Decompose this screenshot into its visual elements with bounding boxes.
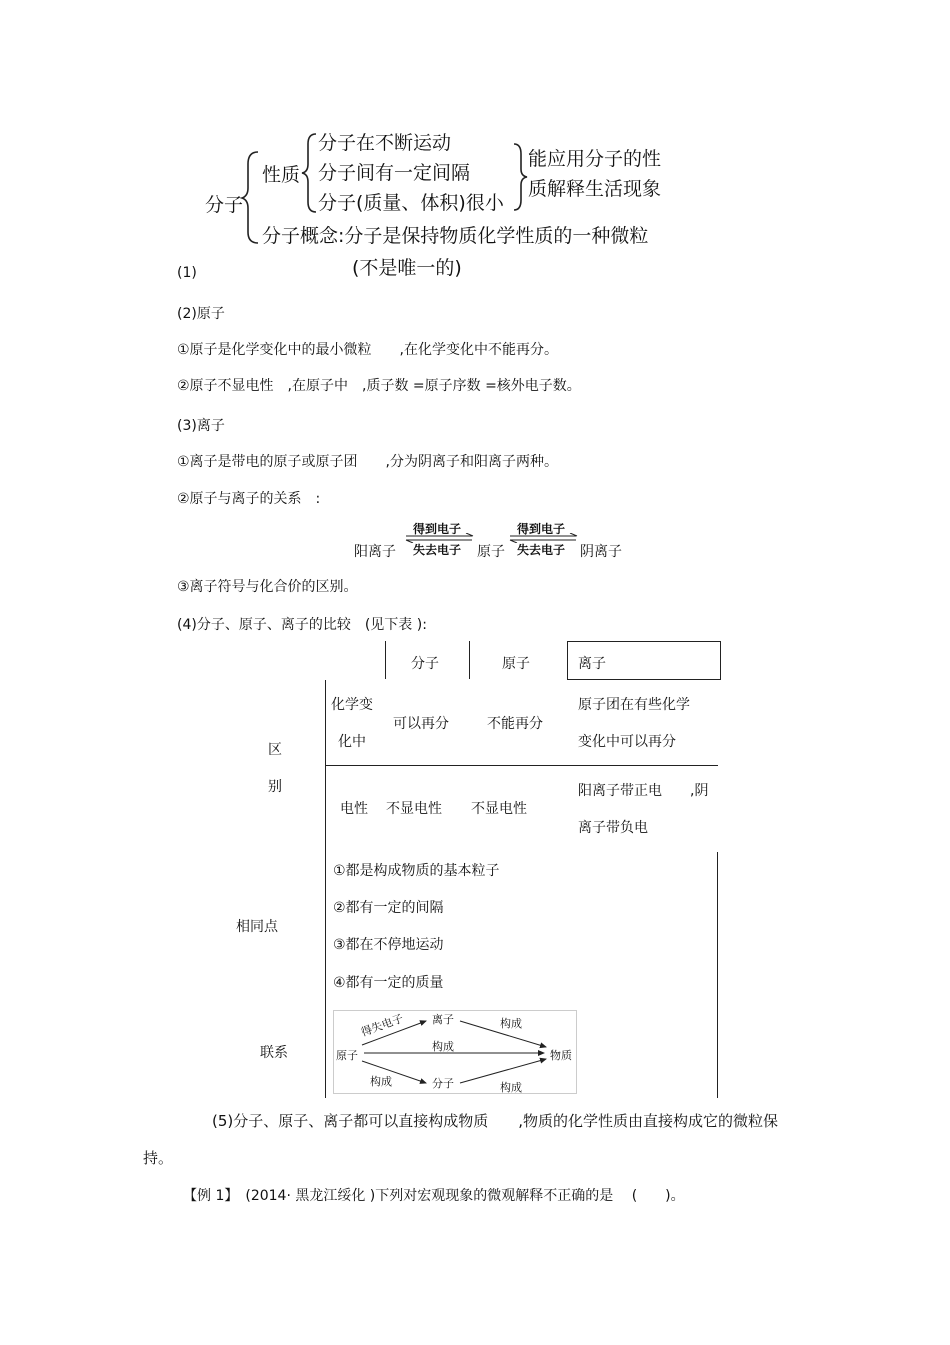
atom-point-1: ①原子是化学变化中的最小微粒 ,在化学变化中不能再分。: [177, 342, 558, 358]
relation-atom: 原子: [477, 544, 505, 560]
header-ion: 离子: [578, 656, 606, 672]
example-1: 【例 1】 (2014· 黑龙江绥化 )下列对宏观现象的微观解释不正确的是 ( )。: [183, 1188, 685, 1204]
link-substance: 物质: [550, 1049, 572, 1062]
tree-concept: 分子概念:分子是保持物质化学性质的一种微粒: [262, 225, 649, 247]
tree-apply-1: 能应用分子的性: [528, 148, 662, 170]
link-diagram: [333, 1010, 577, 1094]
link-molecule: 分子: [432, 1077, 454, 1090]
tree-prop-2: 分子间有一定间隔: [318, 162, 471, 184]
row2-ion-1: 阳离子带正电 ,阴: [578, 783, 709, 799]
same-point-1: ①都是构成物质的基本粒子: [333, 863, 500, 879]
tree-root: 分子: [205, 194, 244, 216]
tree-prop-label: 性质: [262, 164, 301, 186]
row1-label-2: 化中: [338, 734, 366, 750]
same-point-2: ②都有一定的间隔: [333, 900, 444, 916]
relation-lose-2: 失去电子: [517, 543, 566, 557]
header-atom: 原子: [502, 656, 530, 672]
link-atom: 原子: [336, 1049, 358, 1062]
prop-brace-icon: [300, 132, 320, 214]
row2-atom: 不显电性: [471, 801, 527, 817]
relation-arrows-2-icon: [508, 533, 580, 543]
diff-label-1: 区: [268, 742, 282, 758]
relation-anion: 阴离子: [580, 544, 622, 560]
table-left-border: [325, 680, 326, 1098]
link-compose-4: 构成: [500, 1081, 522, 1094]
relation-gain-2: 得到电子: [517, 522, 566, 536]
row2-ion-2: 离子带负电: [578, 820, 648, 836]
tree-apply-2: 质解释生活现象: [528, 178, 662, 200]
row1-label-1: 化学变: [331, 697, 373, 713]
tree-prop-3: 分子(质量、体积)很小: [318, 192, 504, 214]
header-molecule: 分子: [411, 656, 439, 672]
section-2-heading: (2)原子: [177, 306, 225, 322]
link-compose-3: 构成: [370, 1075, 392, 1088]
ion-point-3: ③离子符号与化合价的区别。: [177, 579, 358, 595]
same-point-4: ④都有一定的质量: [333, 975, 444, 991]
ion-point-1: ①离子是带电的原子或原子团 ,分为阴离子和阳离子两种。: [177, 454, 558, 470]
link-ion: 离子: [432, 1013, 454, 1026]
same-label: 相同点: [236, 919, 278, 935]
same-point-3: ③都在不停地运动: [333, 937, 444, 953]
section-3-heading: (3)离子: [177, 418, 225, 434]
link-compose-1: 构成: [500, 1017, 522, 1030]
link-compose-2: 构成: [432, 1040, 454, 1053]
ion-point-2: ②原子与离子的关系 :: [177, 491, 321, 507]
header-divider-left: [385, 641, 386, 679]
row1-molecule: 可以再分: [393, 716, 449, 732]
header-divider-mid: [469, 641, 470, 679]
row2-label: 电性: [340, 801, 368, 817]
row1-ion-1: 原子团在有些化学: [578, 697, 690, 713]
row2-molecule: 不显电性: [386, 801, 442, 817]
para-5-line-2: 持。: [143, 1149, 174, 1167]
row1-atom: 不能再分: [487, 716, 543, 732]
apply-brace-icon: [510, 142, 530, 212]
diff-label-2: 别: [268, 779, 282, 795]
tree-prop-1: 分子在不断运动: [318, 132, 452, 154]
para-5-line-1: (5)分子、原子、离子都可以直接构成物质 ,物质的化学性质由直接构成它的微粒保: [212, 1112, 779, 1130]
link-gain-lose: 得失电子: [359, 1011, 406, 1040]
row-divider: [325, 765, 718, 766]
atom-point-2: ②原子不显电性 ,在原子中 ,质子数 =原子序数 =核外电子数。: [177, 378, 581, 394]
relation-gain-1: 得到电子: [413, 522, 462, 536]
relation-lose-1: 失去电子: [413, 543, 462, 557]
link-label: 联系: [260, 1045, 288, 1061]
row1-ion-2: 变化中可以再分: [578, 734, 676, 750]
table-right-border: [717, 852, 718, 1098]
section-1: (1): [177, 265, 197, 281]
relation-cation: 阳离子: [354, 544, 396, 560]
section-4-heading: (4)分子、原子、离子的比较 (见下表 ):: [177, 617, 427, 633]
tree-concept-note: (不是唯一的): [352, 257, 462, 279]
relation-arrows-1-icon: [404, 533, 476, 543]
